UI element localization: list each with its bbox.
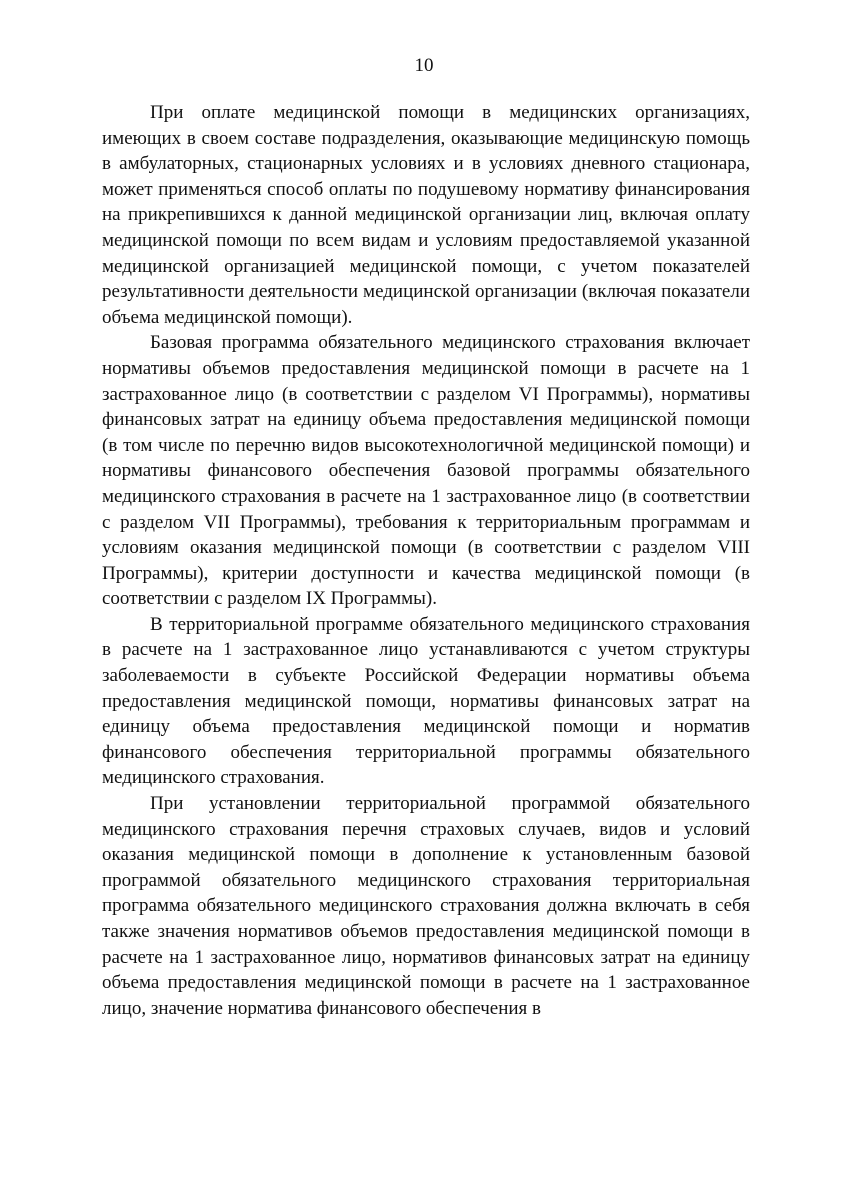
- paragraph-insured-events: При установлении территориальной программой обязательного медицинского страхования перечня страховых случаев, видов и условий оказания медицинской помощи в дополнение к установленным базовой программой обязательного медицинского страхования территориальная программа обязательного медицинского страхования должна включать в себя также значения нормативов объемов предоставления медицинской помощи в расчете на 1 застрахованное лицо, нормативов финансовых затрат на единицу объема предоставления медицинской помощи в расчете на 1 застрахованное лицо, значение норматива финансового обеспечения в: [102, 793, 750, 1019]
- paragraph-territorial-program: В территориальной программе обязательного медицинского страхования в расчете на 1 застрахованное лицо устанавливаются с учетом структуры заболеваемости в субъекте Российской Федерации нормативы объема предоставления медицинской помощи, нормативы финансовых затрат на единицу объема предоставления медицинской помощи и норматив финансового обеспечения территориальной программы обязательного медицинского страхования.: [102, 613, 750, 789]
- body-text: [102, 100, 750, 1021]
- page-number: 10: [414, 55, 434, 76]
- paragraph-base-program: Базовая программа обязательного медицинского страхования включает нормативы объемов предоставления медицинской помощи в расчете на 1 застрахованное лицо (в соответствии с разделом VI Программы), нормативы финансовых затрат на единицу объема предоставления медицинской помощи (в том числе по перечню видов высокотехнологичной медицинской помощи) и нормативы финансового обеспечения базовой программы обязательного медицинского страхования в расчете на 1 застрахованное лицо (в соответствии с разделом VII Программы), требования к территориальным программам и условиям оказания медицинской помощи (в соответствии с разделом VIII Программы), критерии доступности и качества медицинской помощи (в соответствии с разделом IX Программы).: [102, 332, 750, 610]
- paragraph-capitation-payment: При оплате медицинской помощи в медицинских организациях, имеющих в своем составе подразделения, оказывающие медицинскую помощь в амбулаторных, стационарных условиях и в условиях дневного стационара, может применяться способ оплаты по подушевому нормативу финансирования на прикрепившихся к данной медицинской организации лиц, включая оплату медицинской помощи по всем видам и условиям предоставляемой указанной медицинской организацией медицинской помощи, с учетом показателей результативности деятельности медицинской организации (включая показатели объема медицинской помощи).: [102, 102, 750, 328]
